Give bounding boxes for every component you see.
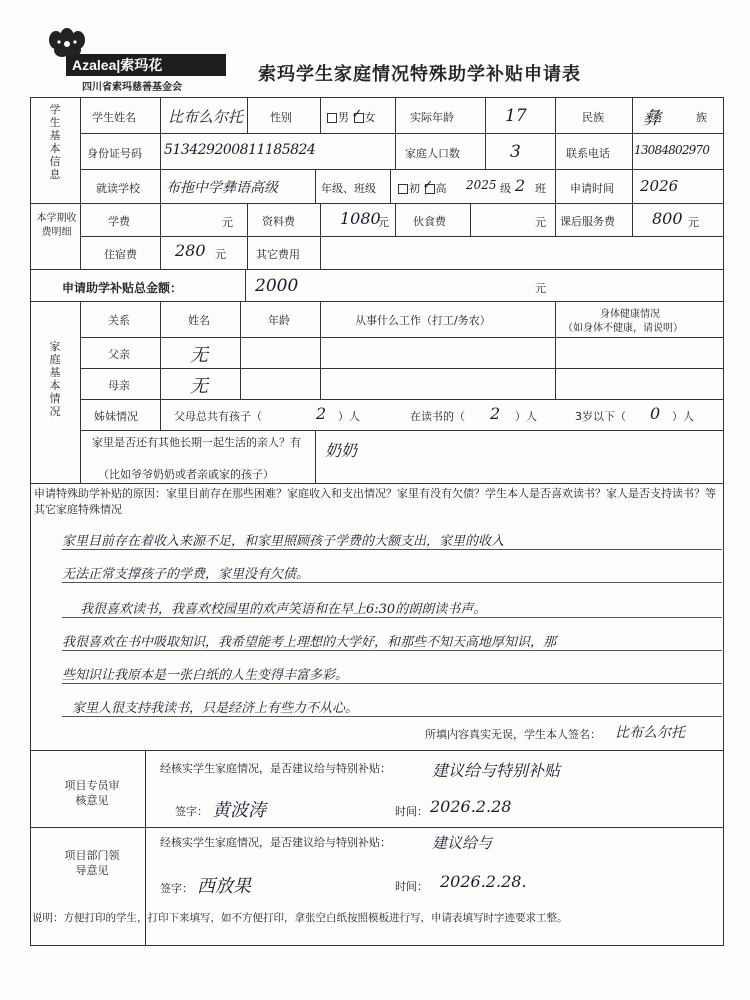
boarding-value[interactable]: 280: [175, 241, 206, 260]
total-unit: 元: [535, 282, 546, 295]
grade-year-value[interactable]: 2025: [466, 178, 497, 192]
phone-value[interactable]: 13084802970: [634, 143, 710, 157]
after-school-value[interactable]: 800: [652, 209, 683, 228]
id-value[interactable]: 513429200811185824: [164, 142, 316, 158]
reason-line: 无法正常支撑孩子的学费，家里没有欠债。: [62, 567, 310, 582]
total-children-value[interactable]: 2: [316, 404, 327, 423]
student-section-label: 学生基本信息: [49, 103, 61, 181]
in-school-label: 在读书的（: [410, 410, 465, 423]
col-age-header: 年龄: [268, 314, 290, 327]
staff-review-question: 经核实学生家庭情况，是否建议给与特别补贴：: [160, 762, 391, 775]
school-value[interactable]: 布拖中学彝语高级: [166, 180, 278, 196]
after-school-unit: 元: [688, 216, 699, 229]
declaration: 所填内容真实无误，学生本人签名：: [425, 728, 601, 741]
under3-label: 3岁以下（: [575, 410, 626, 423]
siblings-label: 姊妹情况: [94, 410, 138, 423]
name-label: 学生姓名: [92, 111, 136, 124]
gender-male-checkbox[interactable]: [327, 113, 337, 123]
staff-signature[interactable]: 黄波涛: [212, 800, 266, 821]
head-review-question: 经核实学生家庭情况，是否建议给与特别补贴：: [160, 836, 391, 849]
ethnicity-value[interactable]: 彝: [643, 108, 661, 129]
gender-male-label: 男: [338, 111, 349, 124]
page-title: 索玛学生家庭情况特殊助学补贴申请表: [258, 64, 581, 85]
head-date-label: 时间：: [395, 880, 428, 893]
head-date-value[interactable]: 2026.2.28.: [440, 872, 527, 891]
staff-sign-label: 签字：: [175, 805, 208, 818]
grade-senior-checkbox[interactable]: ✓: [422, 178, 434, 193]
total-children-suffix: ）人: [338, 410, 360, 423]
family-section-label: 家庭基本情况: [49, 340, 61, 418]
apply-time-label: 申请时间: [570, 182, 614, 195]
ethnicity-label: 民族: [582, 111, 604, 124]
grade-senior-label: 高: [435, 182, 447, 195]
in-school-value[interactable]: 2: [490, 404, 501, 423]
grade-options: [397, 180, 447, 196]
logo-banner: [66, 54, 226, 76]
father-label: 父亲: [108, 348, 130, 361]
logo-latin: Azalea: [72, 57, 117, 73]
head-signature[interactable]: 西放果: [197, 876, 251, 897]
name-value[interactable]: 比布么尔托: [168, 108, 244, 126]
gender-female-checkbox[interactable]: ✓: [351, 107, 363, 122]
materials-label: 资料费: [262, 215, 295, 228]
grade-suffix: 级: [500, 182, 511, 195]
grade-junior-checkbox[interactable]: [398, 184, 408, 194]
reason-line: 我很喜欢在书中吸取知识，我希望能考上理想的大学好，和那些不知天高地厚知识，那: [62, 635, 557, 650]
col-name-header: 姓名: [188, 314, 210, 327]
gender-female-label: 女: [364, 111, 376, 124]
grade-junior-label: 初: [409, 182, 420, 195]
tuition-unit: 元: [222, 216, 233, 229]
school-label: 就读学校: [96, 182, 140, 195]
materials-value[interactable]: 1080: [340, 209, 381, 228]
staff-date-value[interactable]: 2026.2.28: [430, 797, 512, 816]
food-unit: 元: [535, 216, 546, 229]
col-relation-header: 关系: [108, 314, 130, 327]
gender-label: 性别: [270, 111, 292, 124]
under3-suffix: ）人: [672, 410, 694, 423]
ethnicity-suffix: 族: [696, 111, 707, 124]
col-job-header: 从事什么工作（打工/务农）: [355, 314, 491, 327]
logo: [32, 28, 232, 98]
student-signature[interactable]: 比布么尔托: [615, 725, 685, 741]
reason-line: 家里人很支持我读书，只是经济上有些力不从心。: [72, 701, 359, 716]
head-sign-label: 签字：: [160, 882, 193, 895]
relatives-example: （比如爷爷奶奶或者亲戚家的孩子）: [98, 468, 274, 481]
col-health-note: （如身体不健康，请说明）: [563, 323, 683, 334]
after-school-label: 课后服务费: [560, 215, 615, 228]
mother-label: 母亲: [108, 379, 130, 392]
logo-separator: |: [116, 57, 121, 73]
apply-time-value[interactable]: 2026: [640, 177, 679, 195]
under3-value[interactable]: 0: [650, 404, 661, 423]
phone-label: 联系电话: [566, 147, 610, 160]
grade-label: 年级、班级: [321, 182, 376, 195]
other-fees-label: 其它费用: [256, 248, 300, 261]
father-value[interactable]: 无: [190, 345, 208, 366]
staff-review-label: 项目专员审核意见: [64, 779, 120, 807]
total-value[interactable]: 2000: [255, 276, 299, 296]
total-label: 申请助学补贴总金额：: [62, 281, 183, 295]
id-label: 身份证号码: [87, 147, 142, 160]
class-value[interactable]: 2: [515, 176, 526, 195]
head-review-label: 项目部门领导意见: [64, 849, 120, 877]
family-size-value[interactable]: 3: [510, 142, 521, 162]
materials-unit: 元: [378, 216, 389, 229]
reason-line: 我很喜欢读书，我喜欢校园里的欢声笑语和在早上6:30的朗朗读书声。: [80, 602, 487, 617]
age-value[interactable]: 17: [505, 106, 527, 126]
foundation-name: 四川省索玛慈善基金会: [82, 82, 182, 93]
reason-line: 些知识让我原本是一张白纸的人生变得丰富多彩。: [62, 668, 349, 683]
in-school-suffix: ）人: [515, 410, 537, 423]
food-label: 伙食费: [413, 215, 446, 228]
reason-line: 家里目前存在着收入来源不足，和家里照顾孩子学费的大额支出，家里的收入: [62, 534, 505, 549]
head-review-answer[interactable]: 建议给与: [432, 834, 493, 852]
logo-chinese: 索玛花: [120, 57, 163, 73]
staff-date-label: 时间：: [395, 805, 428, 818]
relatives-value[interactable]: 奶奶: [325, 441, 358, 460]
reason-prompt: 申请特殊助学补贴的原因：家里目前存在那些困难？家庭收入和支出情况？家里有没有欠债？学生本人是否喜欢读书？家人是否支持读书？等其它家庭特殊情况: [34, 487, 716, 516]
relatives-question: 家里是否还有其他长期一起生活的亲人？有: [92, 436, 301, 449]
total-children-label: 父母总共有孩子（: [174, 410, 262, 423]
boarding-label: 住宿费: [104, 248, 137, 261]
class-suffix: 班: [535, 182, 546, 195]
footer-note: 说明：方便打印的学生，打印下来填写，如不方便打印，拿张空白纸按照模板进行写，申请表填写时字迹要求工整。: [32, 912, 568, 924]
gender-options: [326, 109, 376, 125]
age-label: 实际年龄: [410, 111, 454, 124]
staff-review-answer[interactable]: 建议给与特别补贴: [432, 761, 561, 780]
fees-section-label: 本学期收费明细: [36, 213, 77, 238]
col-health-header: 身体健康情况: [600, 309, 660, 320]
family-size-label: 家庭人口数: [405, 147, 460, 160]
boarding-unit: 元: [215, 248, 226, 261]
mother-value[interactable]: 无: [190, 376, 208, 397]
tuition-label: 学费: [108, 215, 130, 228]
